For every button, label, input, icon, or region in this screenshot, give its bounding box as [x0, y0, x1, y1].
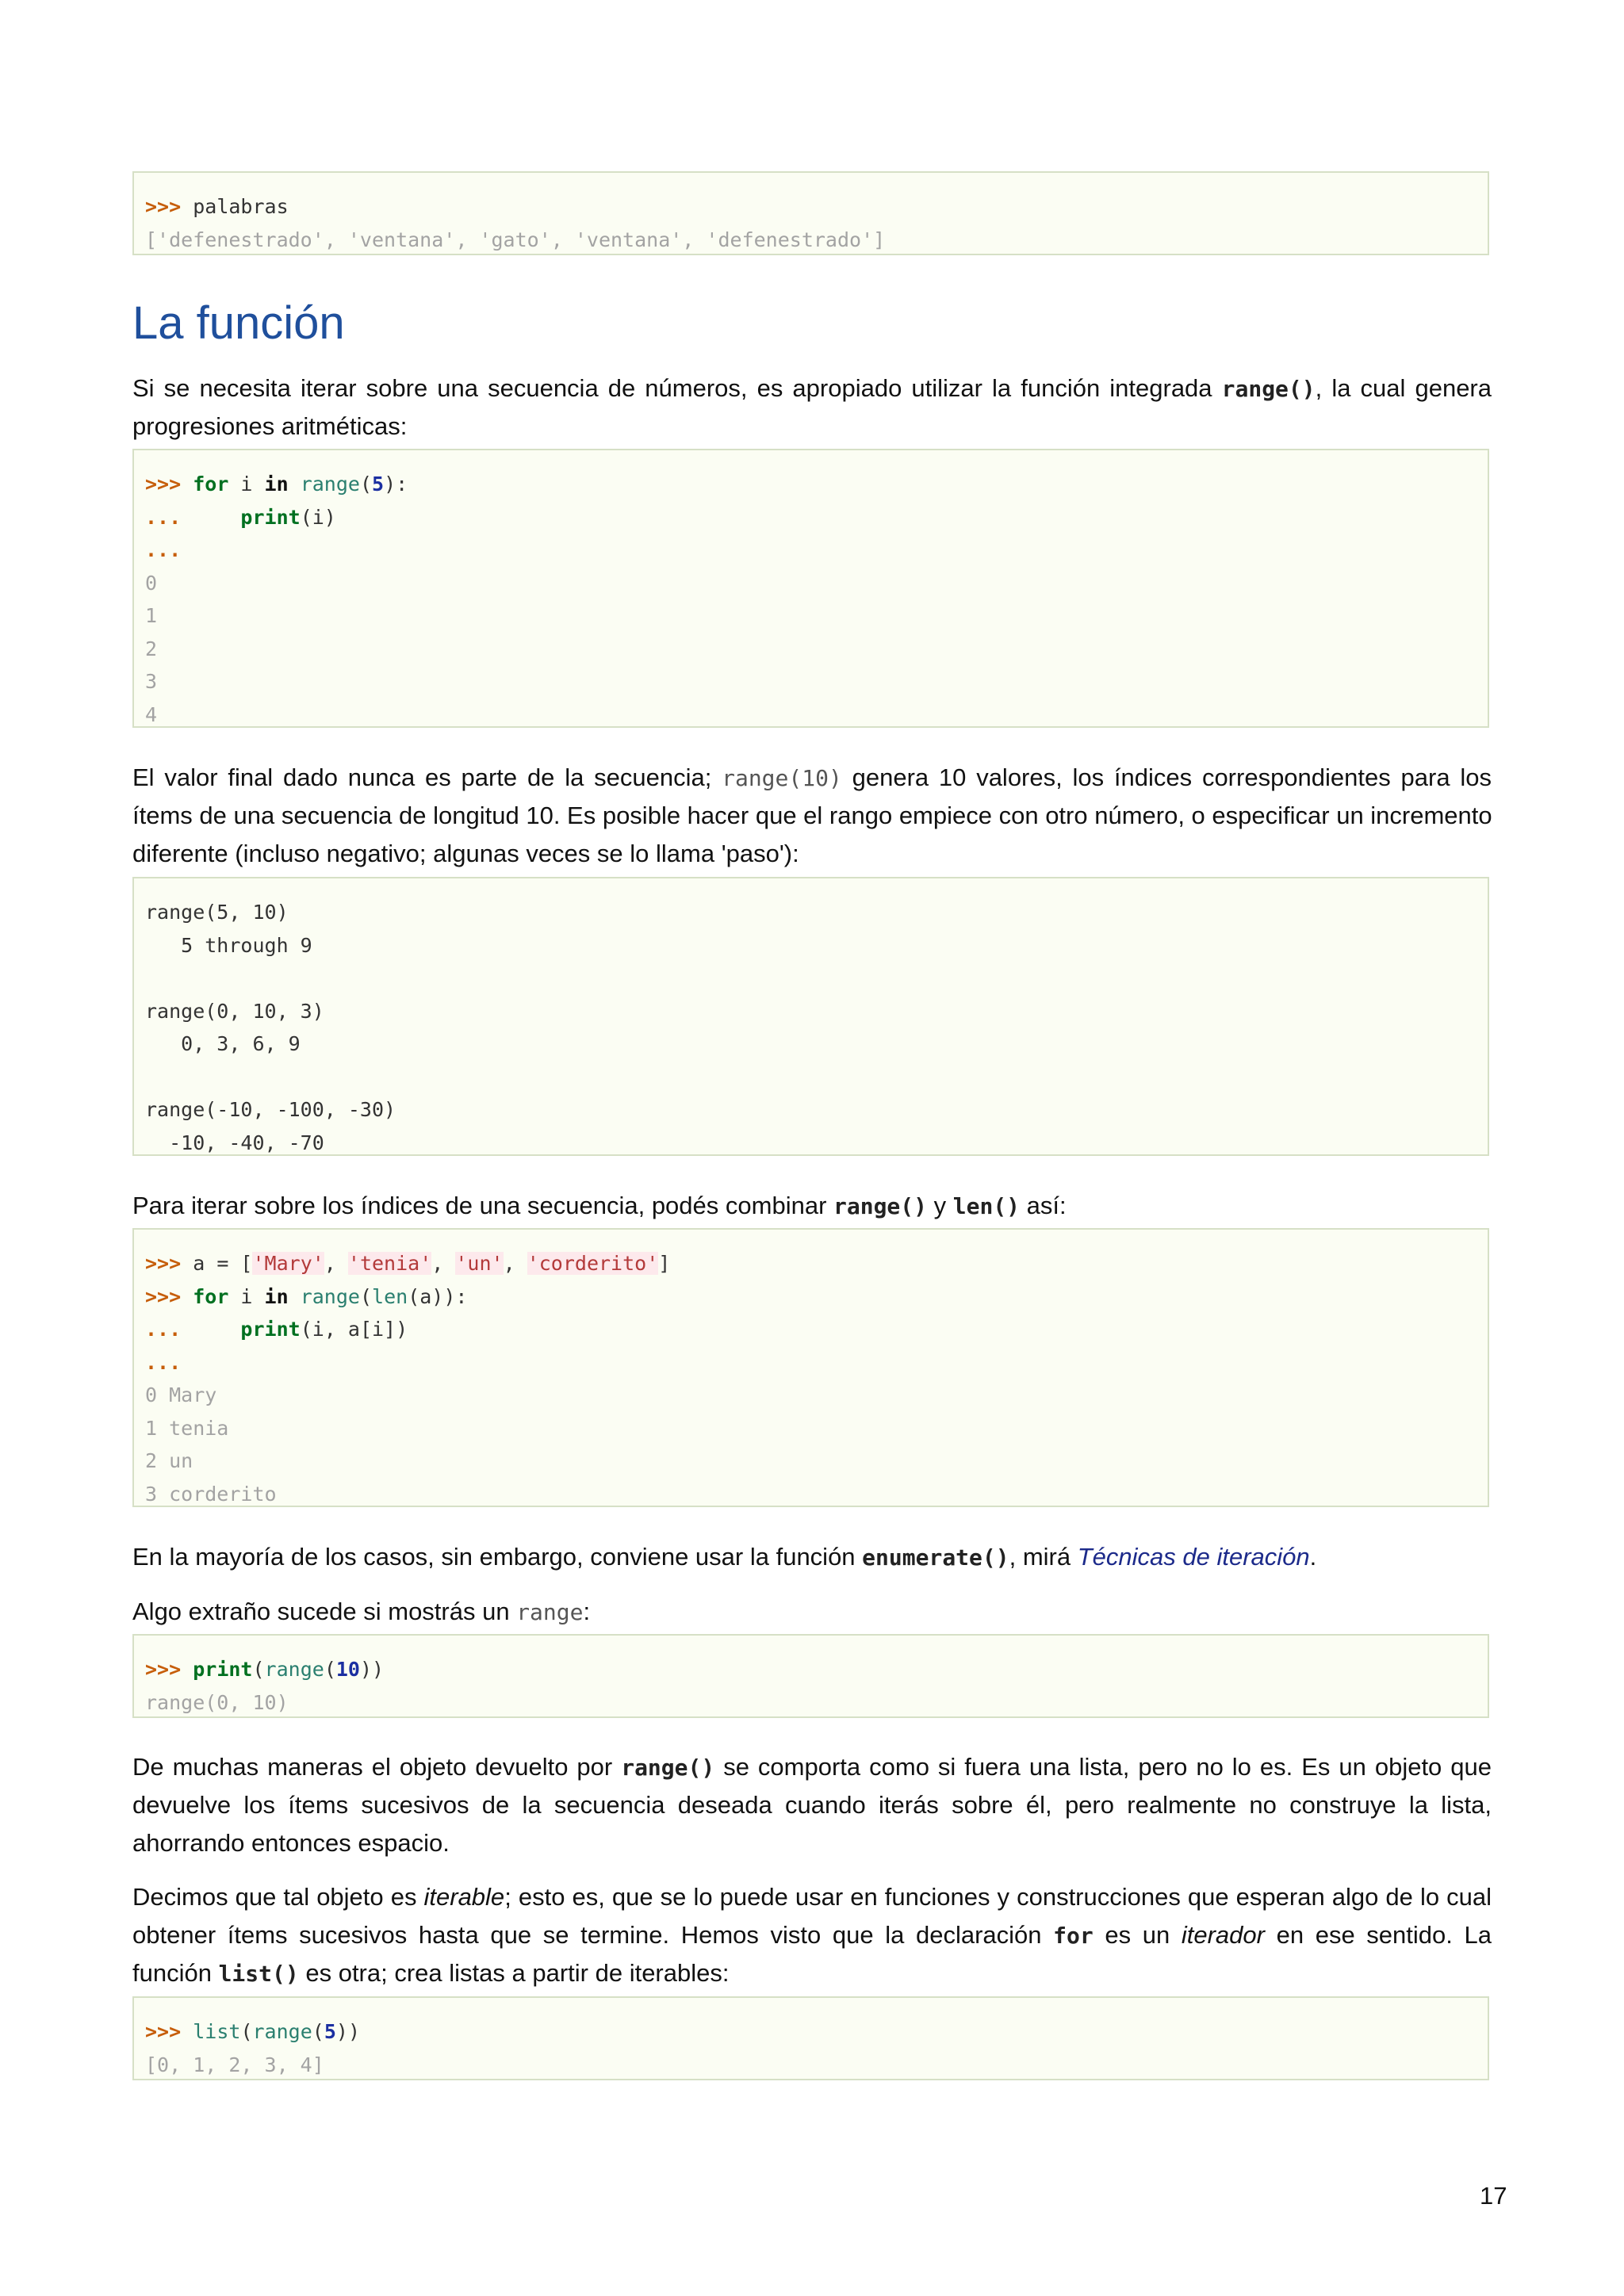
builtin: list — [193, 2020, 241, 2043]
inline-code: list() — [218, 1961, 299, 1987]
prompt: ... — [145, 538, 182, 561]
code-line — [145, 501, 1488, 534]
code-text: ( — [252, 1658, 265, 1681]
prompt: ... — [145, 1350, 182, 1374]
code-output: 1 — [145, 604, 158, 627]
inline-code: range() — [621, 1755, 715, 1781]
text: ; esto es, que se lo puede usar en funciones y construcciones que esperan algo de lo cual — [504, 1883, 1492, 1911]
text: . — [1309, 1543, 1317, 1571]
inline-code: range() — [833, 1193, 928, 1219]
text-line — [132, 1954, 1492, 1992]
text: Decimos que tal objeto es — [132, 1883, 424, 1911]
text-line — [132, 369, 1492, 408]
prompt: >>> — [145, 1284, 193, 1308]
code-line — [145, 1247, 1488, 1280]
code-block-palabras — [132, 171, 1489, 255]
code-line — [145, 962, 1488, 995]
text: , la cual genera — [1315, 374, 1492, 402]
string-literal: 'corderito' — [527, 1252, 659, 1275]
paragraph-range-end — [132, 759, 1492, 873]
text: , mirá — [1009, 1543, 1078, 1571]
inline-code: range(10) — [722, 765, 842, 791]
text: se comporta como si fuera una lista, pero no lo es. Es un objeto que — [714, 1753, 1492, 1781]
paragraph-iterable — [132, 1878, 1492, 1992]
text: es otra; crea listas a partir de iterables: — [298, 1959, 730, 1987]
text: obtener ítems sucesivos hasta que se termine. Hemos visto que la declaración — [132, 1921, 1054, 1949]
code-text: , — [324, 1252, 348, 1275]
code-text: (a)): — [408, 1284, 468, 1308]
code-output: 0 Mary — [145, 1383, 217, 1406]
prompt: >>> — [145, 1252, 193, 1275]
code-text: ( — [240, 2020, 253, 2043]
code-output: 2 — [145, 637, 158, 660]
string-literal: 'Mary' — [252, 1252, 324, 1275]
code-text: ] — [658, 1252, 671, 1275]
text: Si se necesita iterar sobre una secuencia de números, es apropiado utilizar la función integrada — [132, 374, 1222, 402]
text-line — [132, 1187, 1492, 1225]
code-line: 0, 3, 6, 9 — [145, 1032, 301, 1055]
code-output: 2 un — [145, 1449, 193, 1472]
prompt: >>> — [145, 473, 193, 496]
code-line — [145, 1061, 1488, 1094]
code-line — [145, 1653, 1488, 1686]
code-text: ): — [384, 473, 408, 496]
code-line: range(0, 10, 3) — [145, 999, 324, 1023]
code-line — [145, 190, 1488, 224]
text: genera 10 valores, los índices correspondientes para los — [841, 763, 1492, 791]
code-line: range(5, 10) — [145, 901, 289, 924]
code-line — [145, 468, 1488, 501]
code-text: ( — [359, 473, 373, 496]
code-output: ['defenestrado', 'ventana', 'gato', 'ventana', 'defenestrado'] — [145, 228, 886, 251]
keyword: print — [240, 505, 301, 529]
keyword: print — [193, 1658, 253, 1681]
text: en ese sentido. La — [1264, 1921, 1492, 1949]
prompt: >>> — [145, 2020, 193, 2043]
section-heading: La función — [132, 297, 345, 349]
builtin: len — [372, 1284, 408, 1308]
number: 10 — [335, 1658, 360, 1681]
inline-code: enumerate() — [862, 1544, 1009, 1571]
text: : — [583, 1598, 591, 1625]
code-text: ( — [312, 2020, 324, 2043]
inline-code: range() — [1221, 376, 1316, 402]
text-line: ítems de una secuencia de longitud 10. Es posible hacer que el rango empiece con otro número, o especificar un incremento — [132, 802, 1492, 829]
paragraph-range-strange — [132, 1593, 1492, 1631]
text: De muchas maneras el objeto devuelto por — [132, 1753, 622, 1781]
code-text: ( — [324, 1658, 336, 1681]
text-line — [132, 1538, 1492, 1576]
code-block-range5 — [132, 449, 1489, 728]
text: Algo extraño sucede si mostrás un — [132, 1598, 517, 1625]
code-block-print-range — [132, 1634, 1489, 1718]
code-text: palabras — [193, 195, 289, 218]
code-text: (i) — [300, 505, 336, 529]
code-output: 1 tenia — [145, 1416, 229, 1440]
keyword: print — [240, 1318, 301, 1341]
code-output: 3 corderito — [145, 1482, 277, 1506]
code-line — [145, 534, 1488, 567]
inline-code: len() — [952, 1193, 1021, 1219]
number: 5 — [372, 473, 385, 496]
text-line: progresiones aritméticas: — [132, 412, 408, 440]
inline-code: for — [1053, 1923, 1094, 1949]
code-line — [145, 2015, 1488, 2049]
text-line: diferente (incluso negativo; algunas veces se lo llama 'paso'): — [132, 840, 799, 867]
code-block-range-examples — [132, 877, 1489, 1156]
code-output: 4 — [145, 702, 158, 726]
prompt: >>> — [145, 195, 193, 218]
code-line: range(-10, -100, -30) — [145, 1098, 396, 1121]
paragraph-enumerate — [132, 1538, 1492, 1576]
code-line — [145, 1346, 1488, 1380]
code-block-mary — [132, 1228, 1489, 1507]
page-number: 17 — [1480, 2182, 1507, 2210]
emphasis: iterador — [1181, 1921, 1265, 1949]
code-text — [289, 473, 301, 496]
code-text: ( — [359, 1284, 373, 1308]
string-literal: 'tenia' — [347, 1252, 432, 1275]
keyword: in — [264, 473, 289, 496]
code-text: a = [ — [193, 1252, 253, 1275]
keyword: for — [193, 1284, 229, 1308]
code-text: )) — [359, 1658, 385, 1681]
emphasis: iterable — [423, 1883, 505, 1911]
text-line: ahorrando entonces espacio. — [132, 1829, 450, 1857]
keyword: in — [264, 1284, 289, 1308]
prompt: >>> — [145, 1658, 193, 1681]
inline-code: range — [516, 1599, 584, 1625]
number: 5 — [324, 2020, 336, 2043]
text-line — [132, 1748, 1492, 1786]
prompt: ... — [145, 505, 241, 529]
builtin: range — [252, 2020, 312, 2043]
code-output: 3 — [145, 670, 158, 693]
text: En la mayoría de los casos, sin embargo, conviene usar la función — [132, 1543, 863, 1571]
code-text: (i, a[i]) — [300, 1318, 408, 1341]
code-output: 0 — [145, 571, 158, 595]
text: El valor final dado nunca es parte de la secuencia; — [132, 763, 722, 791]
code-line: -10, -40, -70 — [145, 1131, 324, 1154]
paragraph-range-len — [132, 1187, 1492, 1225]
builtin: range — [264, 1658, 324, 1681]
text-line — [132, 1878, 1492, 1916]
builtin: range — [300, 1284, 360, 1308]
code-output: range(0, 10) — [145, 1690, 289, 1714]
paragraph-range-intro — [132, 369, 1492, 446]
code-line: 5 through 9 — [145, 933, 312, 957]
link-tecnicas-de-iteracion[interactable]: Técnicas de iteración — [1077, 1543, 1310, 1571]
text-line — [132, 1593, 1492, 1631]
code-text — [289, 1285, 301, 1308]
string-literal: 'un' — [455, 1252, 504, 1275]
paragraph-range-object — [132, 1748, 1492, 1862]
code-line — [145, 1280, 1488, 1314]
text: así: — [1020, 1192, 1067, 1219]
text: es un — [1093, 1921, 1182, 1949]
code-text: , — [503, 1252, 527, 1275]
text-line: devuelve los ítems sucesivos de la secuencia deseada cuando iterás sobre él, pero realmente no construye la lista, — [132, 1791, 1492, 1819]
prompt: ... — [145, 1318, 241, 1341]
builtin: range — [300, 473, 360, 496]
text-line — [132, 1916, 1492, 1954]
code-text: i — [228, 1284, 265, 1308]
text-line — [132, 759, 1492, 797]
code-line — [145, 1313, 1488, 1346]
text: Para iterar sobre los índices de una secuencia, podés combinar — [132, 1192, 833, 1219]
text: y — [927, 1192, 953, 1219]
code-text: )) — [335, 2020, 360, 2043]
code-text: i — [228, 473, 265, 496]
code-block-list-range — [132, 1996, 1489, 2080]
keyword: for — [193, 473, 229, 496]
code-text: , — [431, 1252, 456, 1275]
text: función — [132, 1959, 219, 1987]
code-output: [0, 1, 2, 3, 4] — [145, 2053, 324, 2076]
